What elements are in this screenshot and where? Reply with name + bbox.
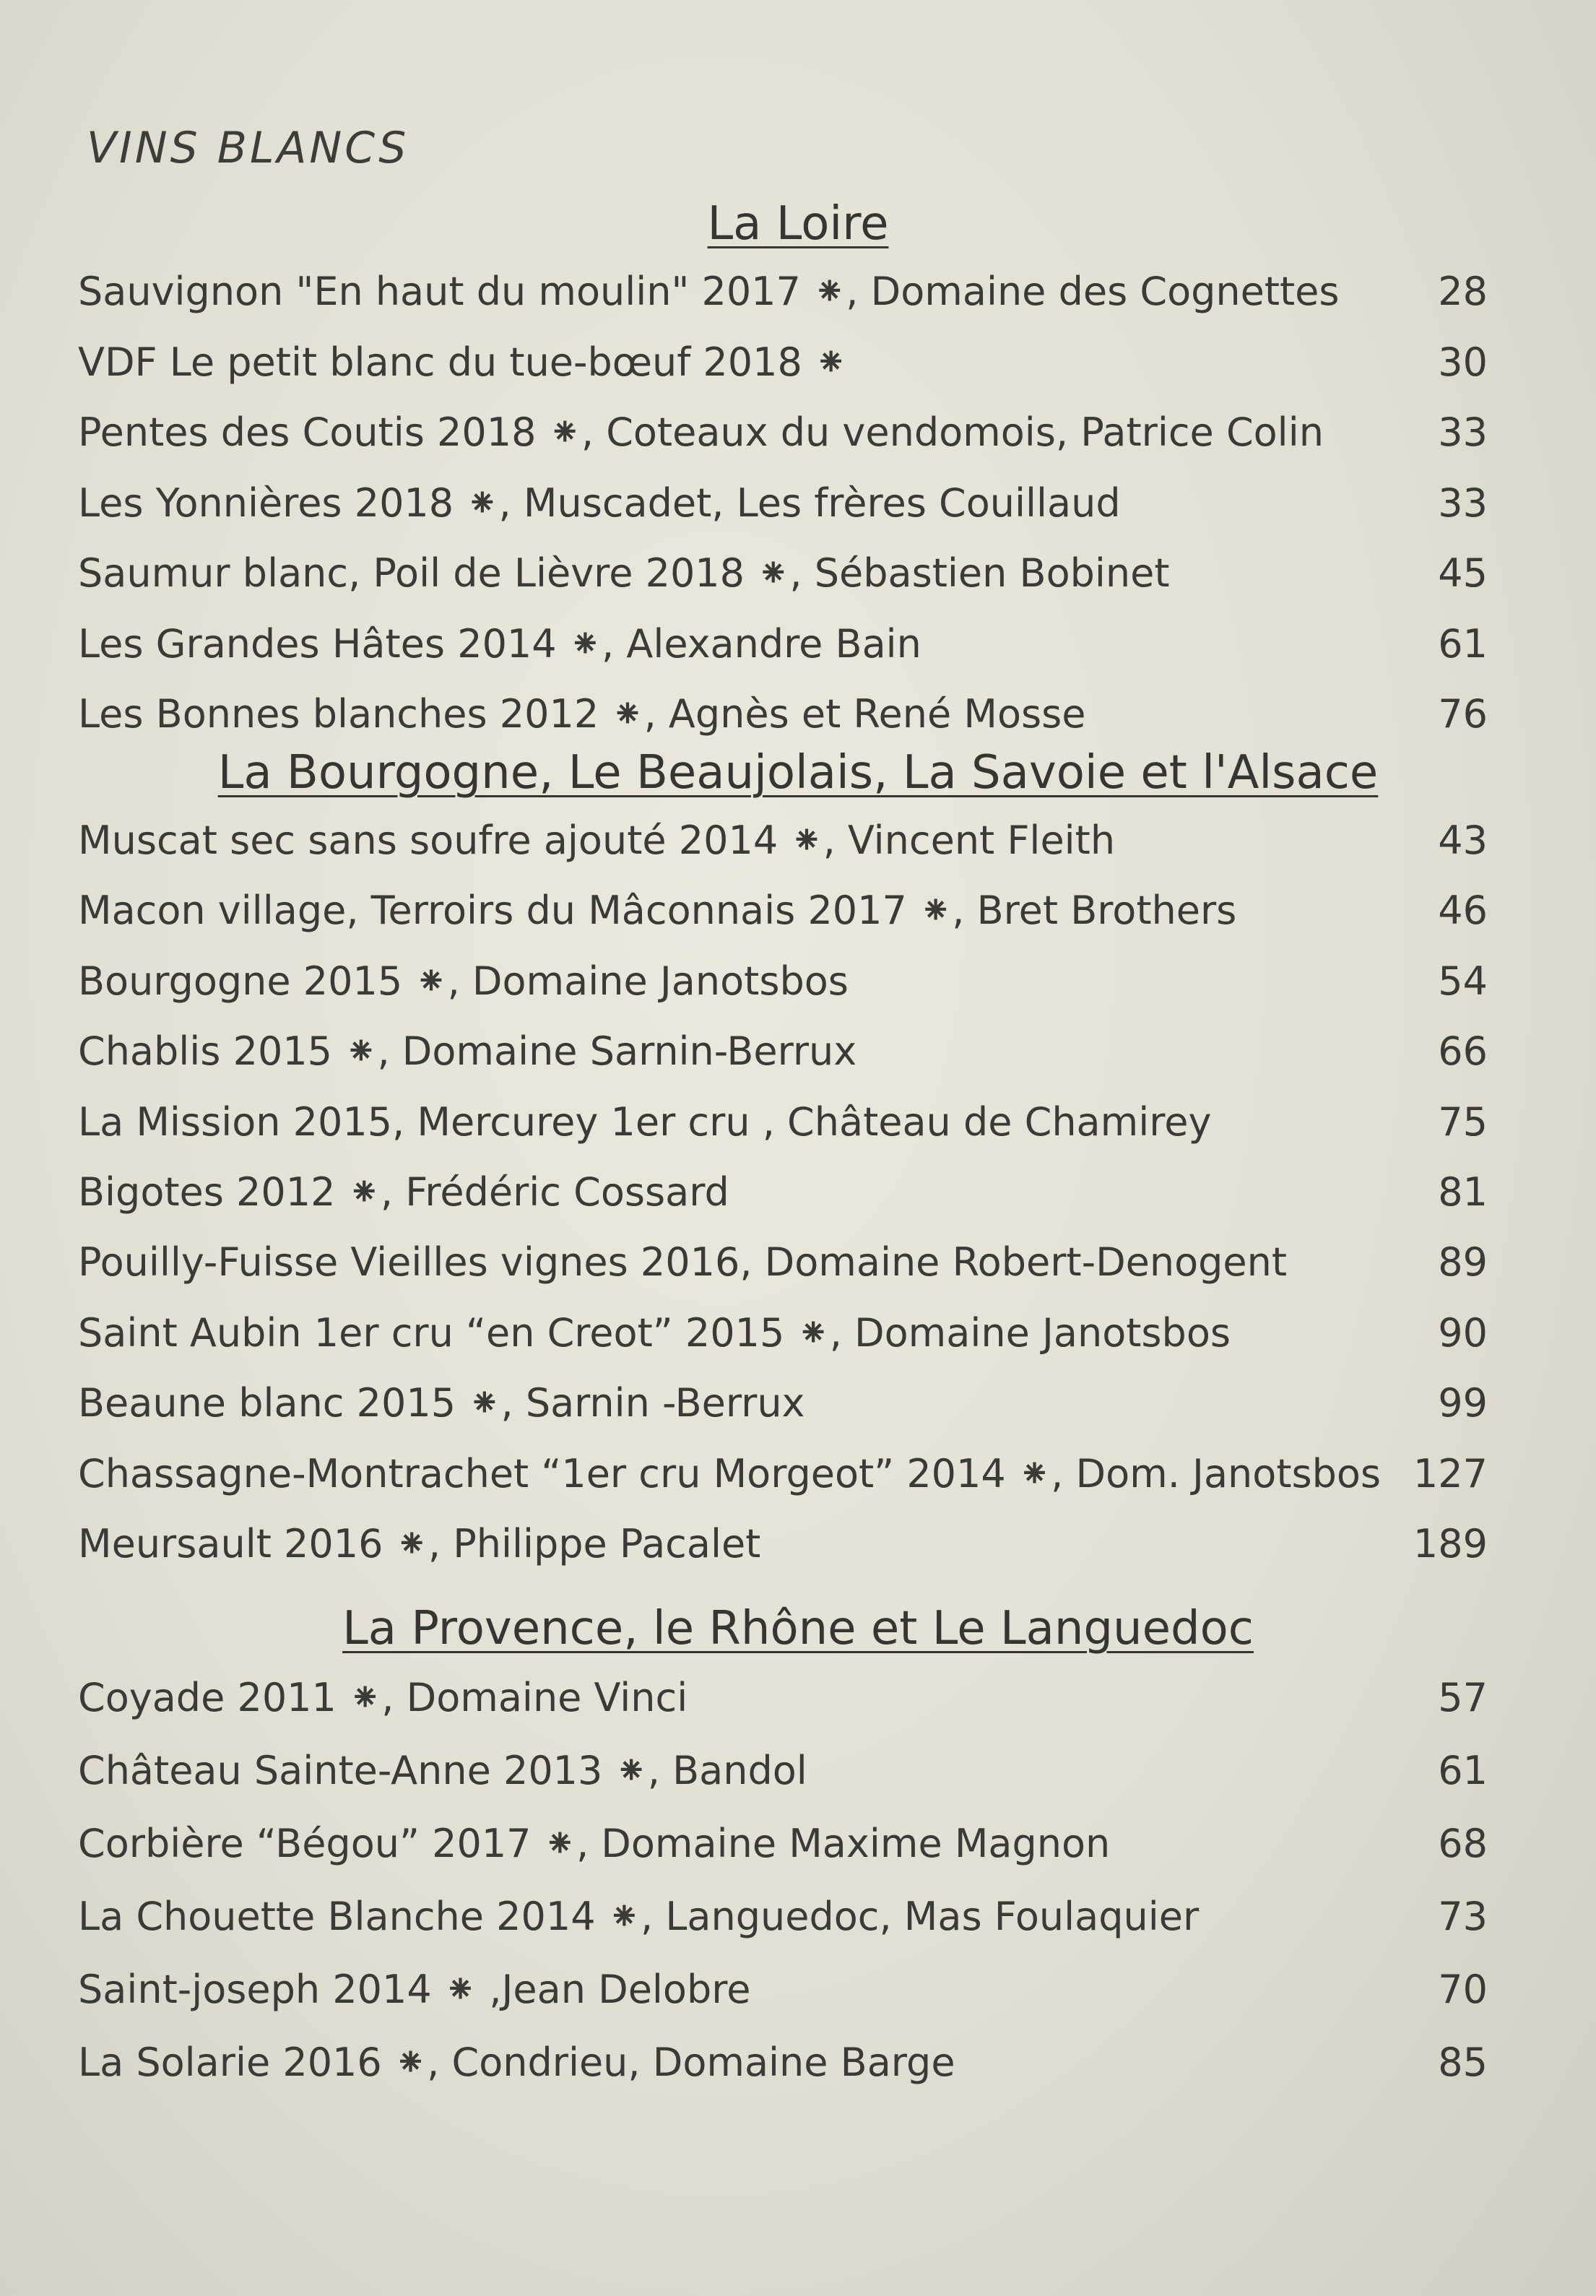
wine-name: La Mission 2015, Mercurey 1er cru , Château de Chamirey [78,1099,1212,1145]
wine-row [0,2026,1596,2099]
wine-row [0,1016,1596,1086]
section-bourgogne [0,740,1596,1579]
wine-name: La Solarie 2016 ⁕, Condrieu, Domaine Barge [78,2040,955,2085]
wine-row [0,1439,1596,1509]
wine-name: Muscat sec sans soufre ajouté 2014 ⁕, Vincent Fleith [78,818,1116,863]
wine-price: 57 [1438,1675,1488,1720]
wine-price: 66 [1438,1028,1488,1075]
wine-price: 75 [1438,1099,1488,1145]
wine-name: Bigotes 2012 ⁕, Frédéric Cossard [78,1169,729,1215]
wine-name: Chassagne-Montrachet “1er cru Morgeot” 2014 ⁕, Dom. Janotsbos [78,1450,1382,1496]
wine-row [0,1807,1596,1880]
menu-title: VINS BLANCS [87,123,409,173]
wine-name: La Chouette Blanche 2014 ⁕, Languedoc, Mas Foulaquier [78,1894,1200,1939]
wine-price: 45 [1438,550,1488,596]
wine-row [0,609,1596,680]
wine-name: Saint Aubin 1er cru “en Creot” 2015 ⁕, Domaine Janotsbos [78,1309,1231,1356]
wine-row [0,1953,1596,2026]
wine-name: Pentes des Coutis 2018 ⁕, Coteaux du vendomois, Patrice Colin [78,410,1324,455]
wine-list [0,1661,1596,2099]
wine-name: Meursault 2016 ⁕, Philippe Pacalet [78,1520,761,1567]
wine-row [0,397,1596,468]
wine-row [0,1298,1596,1368]
wine-name: Bourgogne 2015 ⁕, Domaine Janotsbos [78,958,849,1004]
wine-row [0,1734,1596,1807]
wine-name: Sauvignon "En haut du moulin" 2017 ⁕, Domaine des Cognettes [78,269,1340,314]
wine-price: 85 [1438,2040,1488,2085]
wine-price: 81 [1438,1169,1488,1215]
wine-price: 54 [1438,958,1488,1004]
wine-row [0,679,1596,750]
wine-row [0,327,1596,398]
wine-price: 61 [1438,620,1488,667]
wine-name: Les Grandes Hâtes 2014 ⁕, Alexandre Bain [78,620,921,667]
wine-name: Saint-joseph 2014 ⁕ ,Jean Delobre [78,1967,751,2012]
wine-price: 73 [1438,1894,1488,1939]
wine-row [0,1227,1596,1297]
wine-price: 61 [1438,1748,1488,1793]
wine-name: Chablis 2015 ⁕, Domaine Sarnin-Berrux [78,1028,857,1075]
wine-price: 33 [1438,410,1488,455]
wine-price: 90 [1438,1309,1488,1356]
wine-row [0,875,1596,945]
wine-row [0,1157,1596,1227]
wine-row [0,468,1596,539]
wine-list [0,256,1596,750]
wine-row [0,1087,1596,1157]
section-heading: La Bourgogne, Le Beaujolais, La Savoie et l'Alsace [217,746,1379,800]
wine-name: Les Yonnières 2018 ⁕, Muscadet, Les frères Couillaud [78,480,1121,526]
wine-price: 89 [1438,1239,1488,1286]
wine-name: Beaune blanc 2015 ⁕, Sarnin -Berrux [78,1380,805,1426]
wine-row [0,256,1596,327]
wine-price: 28 [1438,269,1488,314]
wine-row [0,946,1596,1016]
wine-price: 99 [1438,1380,1488,1426]
wine-row [0,1368,1596,1438]
wine-price: 76 [1438,691,1488,737]
wine-row [0,1661,1596,1734]
section-heading: La Provence, le Rhône et Le Languedoc [342,1602,1254,1655]
wine-price: 30 [1438,339,1488,385]
wine-name: Pouilly-Fuisse Vieilles vignes 2016, Domaine Robert-Denogent [78,1239,1288,1286]
section-provence [0,1596,1596,2099]
wine-name: VDF Le petit blanc du tue-bœuf 2018 ⁕ [78,339,848,385]
wine-price: 189 [1413,1520,1488,1567]
wine-name: Les Bonnes blanches 2012 ⁕, Agnès et René Mosse [78,691,1086,737]
wine-row [0,1509,1596,1579]
wine-name: Macon village, Terroirs du Mâconnais 2017 ⁕, Bret Brothers [78,888,1237,934]
wine-row [0,538,1596,609]
wine-name: Saumur blanc, Poil de Lièvre 2018 ⁕, Sébastien Bobinet [78,550,1170,596]
wine-row [0,1880,1596,1953]
section-loire [0,191,1596,750]
wine-name: Coyade 2011 ⁕, Domaine Vinci [78,1675,688,1720]
wine-price: 68 [1438,1821,1488,1866]
wine-price: 127 [1413,1450,1488,1496]
wine-price: 70 [1438,1967,1488,2012]
wine-price: 46 [1438,888,1488,934]
wine-row [0,805,1596,875]
wine-price: 33 [1438,480,1488,526]
wine-name: Corbière “Bégou” 2017 ⁕, Domaine Maxime Magnon [78,1821,1111,1866]
wine-name: Château Sainte-Anne 2013 ⁕, Bandol [78,1748,807,1793]
section-heading: La Loire [707,197,889,251]
wine-price: 43 [1438,818,1488,863]
wine-list [0,805,1596,1579]
